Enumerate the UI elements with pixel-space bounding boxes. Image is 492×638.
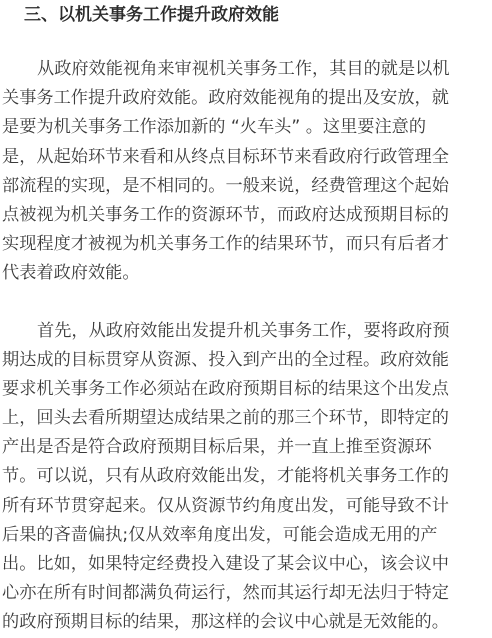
text-line: 代表着政府效能。 bbox=[2, 263, 140, 284]
text-line: 后果的吝啬偏执;仅从效率角度出发，可能会造成无用的产 bbox=[2, 524, 438, 545]
paragraph-2 bbox=[2, 317, 488, 638]
text-line: 点被视为机关事务工作的资源环节，而政府达成预期目标的 bbox=[2, 204, 449, 225]
text-line: 是，从起始环节来看和从终点目标环节来看政府行政管理全 bbox=[2, 146, 449, 167]
text-line: 产出是否是符合政府预期目标后果，并一直上推至资源环 bbox=[2, 437, 432, 458]
text-line: 期达成的目标贯穿从资源、投入到产出的全过程。政府效能 bbox=[2, 349, 449, 370]
text-line: 实现程度才被视为机关事务工作的结果环节，而只有后者才 bbox=[2, 234, 449, 255]
text-line: 心亦在所有时间都满负荷运行，然而其运行却无法归于特定 bbox=[2, 583, 449, 604]
text-line: 所有环节贯穿起来。仅从资源节约角度出发，可能导致不计 bbox=[2, 495, 449, 516]
paragraph-spacer bbox=[2, 289, 488, 317]
text-line: 关事务工作提升政府效能。政府效能视角的提出及安放，就 bbox=[2, 88, 449, 109]
text-line: 是要为机关事务工作添加新的 “火车头” 。这里要注意的 bbox=[2, 117, 427, 138]
section-heading: 三、以机关事务工作提升政府效能 bbox=[24, 5, 279, 25]
article-body bbox=[2, 0, 488, 638]
text-line: 出。比如，如果特定经费投入建设了某会议中心，该会议中 bbox=[2, 554, 449, 574]
text-line: 要求机关事务工作必须站在政府预期目标的结果这个出发点 bbox=[2, 378, 449, 399]
text-line: 从政府效能视角来审视机关事务工作，其目的就是以机 bbox=[37, 59, 450, 79]
text-line: 的政府预期目标的结果，那这样的会议中心就是无效能的。 bbox=[2, 612, 449, 633]
text-line: 节。可以说，只有从政府效能出发，才能将机关事务工作的 bbox=[2, 466, 449, 487]
paragraph-1 bbox=[2, 55, 488, 289]
text-line: 首先，从政府效能出发提升机关事务工作，要将政府预 bbox=[37, 320, 450, 341]
text-line: 上，回头去看所期望达成结果之前的那三个环节，即特定的 bbox=[2, 408, 449, 429]
text-line: 部流程的实现，是不相同的。一般来说，经费管理这个起始 bbox=[2, 175, 449, 196]
